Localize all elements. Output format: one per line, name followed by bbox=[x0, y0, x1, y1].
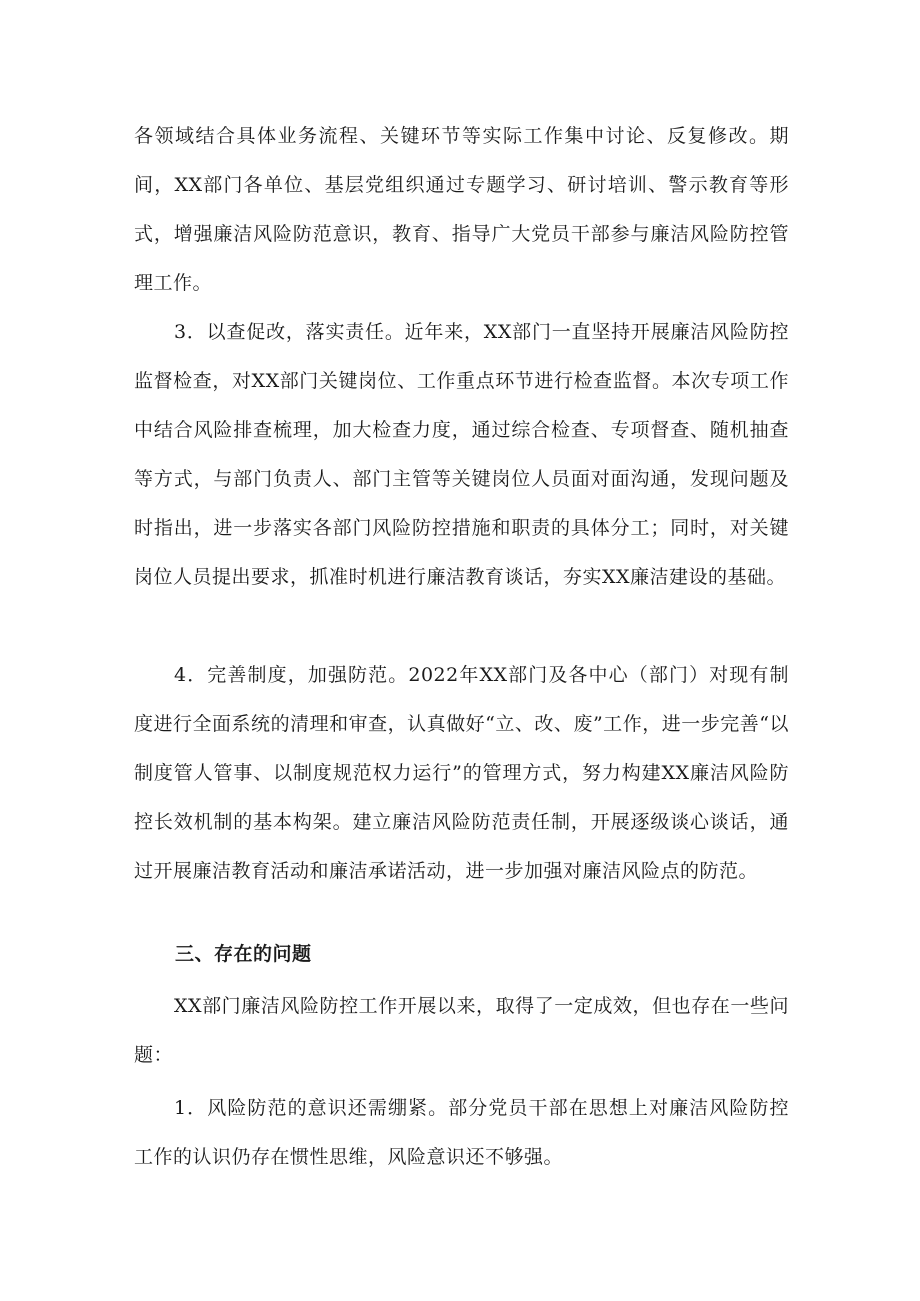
paragraph-item-4: 4．完善制度，加强防范。2022年XX部门及各中心（部门）对现有制度进行全面系统的清理和审查，认真做好“立、改、废”工作，进一步完善“以制度管人管事、以制度规范权力运行”的管理方式，努力构建XX廉洁风险防控长效机制的基本构架。建立廉洁风险防范责任制，开展逐级谈心谈话，通过开展廉洁教育活动和廉洁承诺活动，进一步加强对廉洁风险点的防范。 bbox=[134, 664, 789, 882]
paragraph-continuation: 各领域结合具体业务流程、关键环节等实际工作集中讨论、反复修改。期间，XX部门各单位、基层党组织通过专题学习、研讨培训、警示教育等形式，增强廉洁风险防范意识，教育、指导广大党员干部参与廉洁风险防控管理工作。 bbox=[134, 125, 789, 294]
paragraph-problem-1: 1．风险防范的意识还需绷紧。部分党员干部在思想上对廉洁风险防控工作的认识仍存在惯性思维，风险意识还不够强。 bbox=[134, 1097, 789, 1168]
section-intro-paragraph: XX部门廉洁风险防控工作开展以来，取得了一定成效，但也存在一些问题： bbox=[134, 995, 789, 1066]
section-heading: 三、存在的问题 bbox=[175, 943, 312, 965]
paragraph-item-3: 3．以查促改，落实责任。近年来，XX部门一直坚持开展廉洁风险防控监督检查，对XX部门关键岗位、工作重点环节进行检查监督。本次专项工作中结合风险排查梳理，加大检查力度，通过综合检查、专项督查、随机抽查等方式，与部门负责人、部门主管等关键岗位人员面对面沟通，发现问题及时指出，进一步落实各部门风险防控措施和职责的具体分工；同时，对关键岗位人员提出要求，抓准时机进行廉洁教育谈话，夯实XX廉洁建设的基础。 bbox=[134, 321, 789, 588]
